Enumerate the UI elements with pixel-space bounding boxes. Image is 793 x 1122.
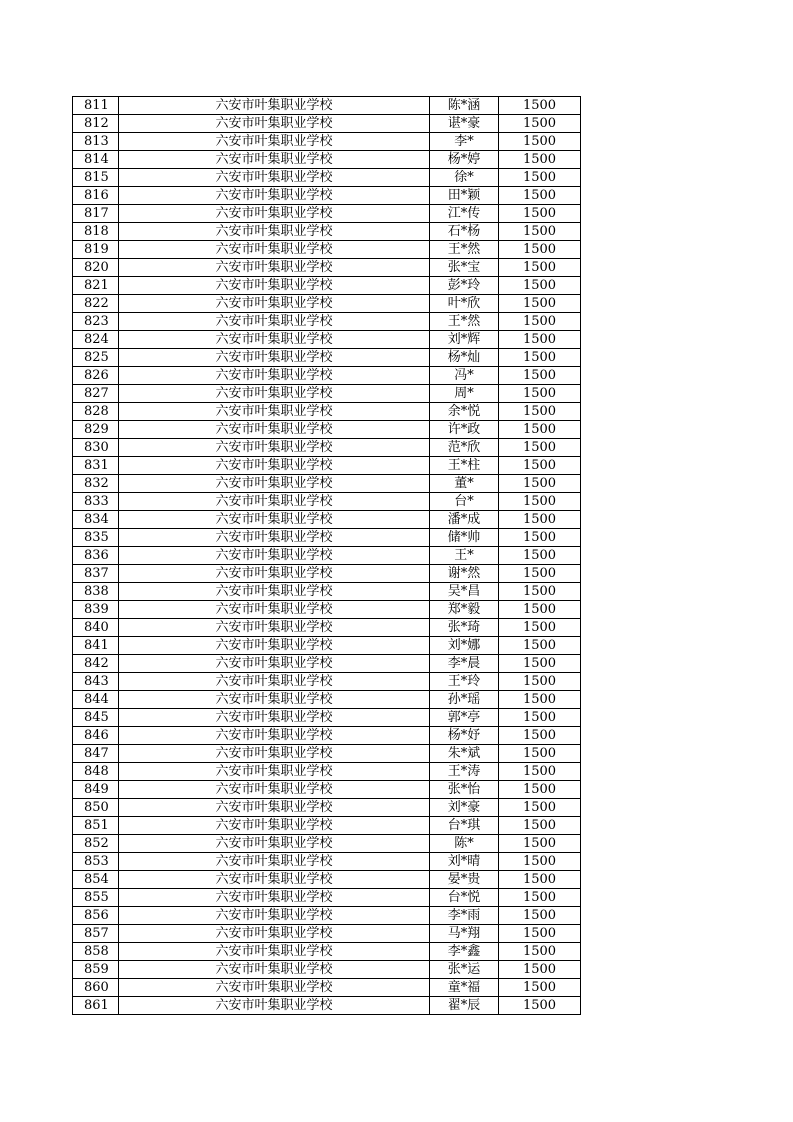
table-row xyxy=(73,745,581,763)
table-row xyxy=(73,727,581,745)
row-number-cell: 848 xyxy=(73,763,119,781)
school-name-cell: 六安市叶集职业学校 xyxy=(119,961,430,979)
student-name-cell: 李* xyxy=(430,133,499,151)
student-name-cell: 张*琦 xyxy=(430,619,499,637)
school-name-cell: 六安市叶集职业学校 xyxy=(119,277,430,295)
school-name-cell: 六安市叶集职业学校 xyxy=(119,403,430,421)
school-name-cell: 六安市叶集职业学校 xyxy=(119,583,430,601)
student-name-cell: 杨*妤 xyxy=(430,727,499,745)
table-row xyxy=(73,673,581,691)
row-number-cell: 857 xyxy=(73,925,119,943)
student-name-cell: 王* xyxy=(430,547,499,565)
row-number-cell: 814 xyxy=(73,151,119,169)
table-row xyxy=(73,763,581,781)
row-number-cell: 826 xyxy=(73,367,119,385)
row-number-cell: 856 xyxy=(73,907,119,925)
row-number-cell: 838 xyxy=(73,583,119,601)
amount-cell: 1500 xyxy=(499,169,581,187)
row-number-cell: 843 xyxy=(73,673,119,691)
table-row xyxy=(73,583,581,601)
amount-cell: 1500 xyxy=(499,871,581,889)
row-number-cell: 835 xyxy=(73,529,119,547)
row-number-cell: 818 xyxy=(73,223,119,241)
table-row xyxy=(73,457,581,475)
school-name-cell: 六安市叶集职业学校 xyxy=(119,385,430,403)
school-name-cell: 六安市叶集职业学校 xyxy=(119,601,430,619)
amount-cell: 1500 xyxy=(499,961,581,979)
school-name-cell: 六安市叶集职业学校 xyxy=(119,511,430,529)
amount-cell: 1500 xyxy=(499,259,581,277)
row-number-cell: 840 xyxy=(73,619,119,637)
school-name-cell: 六安市叶集职业学校 xyxy=(119,889,430,907)
table-row xyxy=(73,115,581,133)
amount-cell: 1500 xyxy=(499,475,581,493)
table-row xyxy=(73,817,581,835)
amount-cell: 1500 xyxy=(499,241,581,259)
school-name-cell: 六安市叶集职业学校 xyxy=(119,637,430,655)
school-name-cell: 六安市叶集职业学校 xyxy=(119,781,430,799)
school-name-cell: 六安市叶集职业学校 xyxy=(119,943,430,961)
student-name-cell: 王*然 xyxy=(430,313,499,331)
student-name-cell: 杨*灿 xyxy=(430,349,499,367)
amount-cell: 1500 xyxy=(499,403,581,421)
amount-cell: 1500 xyxy=(499,655,581,673)
student-name-cell: 李*晨 xyxy=(430,655,499,673)
school-name-cell: 六安市叶集职业学校 xyxy=(119,115,430,133)
school-name-cell: 六安市叶集职业学校 xyxy=(119,835,430,853)
amount-cell: 1500 xyxy=(499,187,581,205)
school-name-cell: 六安市叶集职业学校 xyxy=(119,565,430,583)
amount-cell: 1500 xyxy=(499,943,581,961)
table-row xyxy=(73,781,581,799)
student-name-cell: 孙*瑶 xyxy=(430,691,499,709)
student-name-cell: 叶*欣 xyxy=(430,295,499,313)
table-row xyxy=(73,133,581,151)
table-row xyxy=(73,691,581,709)
amount-cell: 1500 xyxy=(499,493,581,511)
student-name-cell: 刘*辉 xyxy=(430,331,499,349)
row-number-cell: 858 xyxy=(73,943,119,961)
student-name-cell: 余*悦 xyxy=(430,403,499,421)
table-row xyxy=(73,151,581,169)
table-row xyxy=(73,403,581,421)
student-name-cell: 张*运 xyxy=(430,961,499,979)
row-number-cell: 837 xyxy=(73,565,119,583)
amount-cell: 1500 xyxy=(499,709,581,727)
student-name-cell: 储*帅 xyxy=(430,529,499,547)
student-name-cell: 江*传 xyxy=(430,205,499,223)
row-number-cell: 852 xyxy=(73,835,119,853)
amount-cell: 1500 xyxy=(499,907,581,925)
table-row xyxy=(73,187,581,205)
school-name-cell: 六安市叶集职业学校 xyxy=(119,817,430,835)
table-row xyxy=(73,997,581,1015)
row-number-cell: 859 xyxy=(73,961,119,979)
school-name-cell: 六安市叶集职业学校 xyxy=(119,853,430,871)
student-name-cell: 周* xyxy=(430,385,499,403)
school-name-cell: 六安市叶集职业学校 xyxy=(119,169,430,187)
table-row xyxy=(73,871,581,889)
table-row xyxy=(73,385,581,403)
amount-cell: 1500 xyxy=(499,979,581,997)
amount-cell: 1500 xyxy=(499,331,581,349)
amount-cell: 1500 xyxy=(499,457,581,475)
student-name-cell: 冯* xyxy=(430,367,499,385)
amount-cell: 1500 xyxy=(499,313,581,331)
school-name-cell: 六安市叶集职业学校 xyxy=(119,259,430,277)
school-name-cell: 六安市叶集职业学校 xyxy=(119,223,430,241)
table-row xyxy=(73,835,581,853)
amount-cell: 1500 xyxy=(499,745,581,763)
student-name-cell: 台* xyxy=(430,493,499,511)
amount-cell: 1500 xyxy=(499,691,581,709)
row-number-cell: 815 xyxy=(73,169,119,187)
row-number-cell: 822 xyxy=(73,295,119,313)
student-name-cell: 刘*娜 xyxy=(430,637,499,655)
student-name-cell: 董* xyxy=(430,475,499,493)
student-name-cell: 潘*成 xyxy=(430,511,499,529)
row-number-cell: 824 xyxy=(73,331,119,349)
student-name-cell: 彭*玲 xyxy=(430,277,499,295)
table-row xyxy=(73,439,581,457)
amount-cell: 1500 xyxy=(499,511,581,529)
amount-cell: 1500 xyxy=(499,817,581,835)
row-number-cell: 850 xyxy=(73,799,119,817)
school-name-cell: 六安市叶集职业学校 xyxy=(119,367,430,385)
school-name-cell: 六安市叶集职业学校 xyxy=(119,151,430,169)
table-row xyxy=(73,655,581,673)
student-name-cell: 吴*昌 xyxy=(430,583,499,601)
amount-cell: 1500 xyxy=(499,421,581,439)
amount-cell: 1500 xyxy=(499,727,581,745)
table-row xyxy=(73,619,581,637)
row-number-cell: 833 xyxy=(73,493,119,511)
row-number-cell: 853 xyxy=(73,853,119,871)
student-name-cell: 王*涛 xyxy=(430,763,499,781)
table-row xyxy=(73,529,581,547)
row-number-cell: 839 xyxy=(73,601,119,619)
amount-cell: 1500 xyxy=(499,223,581,241)
student-name-cell: 刘*豪 xyxy=(430,799,499,817)
row-number-cell: 842 xyxy=(73,655,119,673)
school-name-cell: 六安市叶集职业学校 xyxy=(119,241,430,259)
table-row xyxy=(73,97,581,115)
student-name-cell: 马*翔 xyxy=(430,925,499,943)
amount-cell: 1500 xyxy=(499,853,581,871)
row-number-cell: 823 xyxy=(73,313,119,331)
student-name-cell: 台*琪 xyxy=(430,817,499,835)
table-row xyxy=(73,169,581,187)
amount-cell: 1500 xyxy=(499,637,581,655)
row-number-cell: 812 xyxy=(73,115,119,133)
amount-cell: 1500 xyxy=(499,835,581,853)
table-row xyxy=(73,637,581,655)
school-name-cell: 六安市叶集职业学校 xyxy=(119,421,430,439)
amount-cell: 1500 xyxy=(499,925,581,943)
row-number-cell: 831 xyxy=(73,457,119,475)
student-name-cell: 李*鑫 xyxy=(430,943,499,961)
student-name-cell: 田*颖 xyxy=(430,187,499,205)
student-name-cell: 许*政 xyxy=(430,421,499,439)
amount-cell: 1500 xyxy=(499,367,581,385)
school-name-cell: 六安市叶集职业学校 xyxy=(119,997,430,1015)
row-number-cell: 845 xyxy=(73,709,119,727)
school-name-cell: 六安市叶集职业学校 xyxy=(119,709,430,727)
table-row xyxy=(73,313,581,331)
amount-cell: 1500 xyxy=(499,547,581,565)
school-name-cell: 六安市叶集职业学校 xyxy=(119,529,430,547)
amount-cell: 1500 xyxy=(499,151,581,169)
student-name-cell: 王*然 xyxy=(430,241,499,259)
school-name-cell: 六安市叶集职业学校 xyxy=(119,295,430,313)
table-row xyxy=(73,277,581,295)
row-number-cell: 830 xyxy=(73,439,119,457)
amount-cell: 1500 xyxy=(499,205,581,223)
table-row xyxy=(73,205,581,223)
school-name-cell: 六安市叶集职业学校 xyxy=(119,619,430,637)
row-number-cell: 834 xyxy=(73,511,119,529)
amount-cell: 1500 xyxy=(499,619,581,637)
table-row xyxy=(73,259,581,277)
amount-cell: 1500 xyxy=(499,133,581,151)
school-name-cell: 六安市叶集职业学校 xyxy=(119,691,430,709)
row-number-cell: 832 xyxy=(73,475,119,493)
table-row xyxy=(73,331,581,349)
student-name-cell: 徐* xyxy=(430,169,499,187)
table-row xyxy=(73,295,581,313)
row-number-cell: 813 xyxy=(73,133,119,151)
table-row xyxy=(73,565,581,583)
amount-cell: 1500 xyxy=(499,583,581,601)
student-name-cell: 张*怡 xyxy=(430,781,499,799)
school-name-cell: 六安市叶集职业学校 xyxy=(119,493,430,511)
school-name-cell: 六安市叶集职业学校 xyxy=(119,673,430,691)
school-name-cell: 六安市叶集职业学校 xyxy=(119,133,430,151)
row-number-cell: 846 xyxy=(73,727,119,745)
amount-cell: 1500 xyxy=(499,781,581,799)
table-row xyxy=(73,421,581,439)
amount-cell: 1500 xyxy=(499,277,581,295)
table-row xyxy=(73,925,581,943)
amount-cell: 1500 xyxy=(499,673,581,691)
school-name-cell: 六安市叶集职业学校 xyxy=(119,763,430,781)
table-row xyxy=(73,961,581,979)
student-name-cell: 晏*贵 xyxy=(430,871,499,889)
table-row xyxy=(73,241,581,259)
school-name-cell: 六安市叶集职业学校 xyxy=(119,331,430,349)
school-name-cell: 六安市叶集职业学校 xyxy=(119,727,430,745)
row-number-cell: 836 xyxy=(73,547,119,565)
school-name-cell: 六安市叶集职业学校 xyxy=(119,457,430,475)
row-number-cell: 855 xyxy=(73,889,119,907)
school-name-cell: 六安市叶集职业学校 xyxy=(119,907,430,925)
amount-cell: 1500 xyxy=(499,385,581,403)
amount-cell: 1500 xyxy=(499,799,581,817)
school-name-cell: 六安市叶集职业学校 xyxy=(119,799,430,817)
amount-cell: 1500 xyxy=(499,295,581,313)
row-number-cell: 811 xyxy=(73,97,119,115)
student-name-cell: 杨*婷 xyxy=(430,151,499,169)
table-row xyxy=(73,511,581,529)
row-number-cell: 861 xyxy=(73,997,119,1015)
student-name-cell: 李*雨 xyxy=(430,907,499,925)
row-number-cell: 827 xyxy=(73,385,119,403)
table-row xyxy=(73,709,581,727)
student-name-cell: 石*杨 xyxy=(430,223,499,241)
row-number-cell: 841 xyxy=(73,637,119,655)
table-row xyxy=(73,943,581,961)
table-row xyxy=(73,979,581,997)
student-name-cell: 谢*然 xyxy=(430,565,499,583)
school-name-cell: 六安市叶集职业学校 xyxy=(119,349,430,367)
table-row xyxy=(73,601,581,619)
table-row xyxy=(73,493,581,511)
table-row xyxy=(73,349,581,367)
student-name-cell: 王*柱 xyxy=(430,457,499,475)
table-row xyxy=(73,889,581,907)
student-name-cell: 台*悦 xyxy=(430,889,499,907)
student-name-cell: 郭*亭 xyxy=(430,709,499,727)
row-number-cell: 854 xyxy=(73,871,119,889)
school-name-cell: 六安市叶集职业学校 xyxy=(119,439,430,457)
student-subsidy-table xyxy=(72,96,581,1015)
amount-cell: 1500 xyxy=(499,115,581,133)
amount-cell: 1500 xyxy=(499,997,581,1015)
student-name-cell: 朱*斌 xyxy=(430,745,499,763)
amount-cell: 1500 xyxy=(499,889,581,907)
school-name-cell: 六安市叶集职业学校 xyxy=(119,925,430,943)
row-number-cell: 860 xyxy=(73,979,119,997)
row-number-cell: 819 xyxy=(73,241,119,259)
row-number-cell: 847 xyxy=(73,745,119,763)
school-name-cell: 六安市叶集职业学校 xyxy=(119,979,430,997)
school-name-cell: 六安市叶集职业学校 xyxy=(119,745,430,763)
row-number-cell: 816 xyxy=(73,187,119,205)
table-row xyxy=(73,475,581,493)
table-row xyxy=(73,367,581,385)
school-name-cell: 六安市叶集职业学校 xyxy=(119,313,430,331)
row-number-cell: 828 xyxy=(73,403,119,421)
school-name-cell: 六安市叶集职业学校 xyxy=(119,187,430,205)
amount-cell: 1500 xyxy=(499,565,581,583)
student-name-cell: 刘*晴 xyxy=(430,853,499,871)
school-name-cell: 六安市叶集职业学校 xyxy=(119,205,430,223)
student-name-cell: 童*福 xyxy=(430,979,499,997)
row-number-cell: 849 xyxy=(73,781,119,799)
row-number-cell: 820 xyxy=(73,259,119,277)
student-name-cell: 张*宝 xyxy=(430,259,499,277)
student-name-cell: 陈* xyxy=(430,835,499,853)
table-row xyxy=(73,907,581,925)
row-number-cell: 851 xyxy=(73,817,119,835)
row-number-cell: 844 xyxy=(73,691,119,709)
amount-cell: 1500 xyxy=(499,601,581,619)
row-number-cell: 825 xyxy=(73,349,119,367)
amount-cell: 1500 xyxy=(499,763,581,781)
table-row xyxy=(73,799,581,817)
amount-cell: 1500 xyxy=(499,349,581,367)
school-name-cell: 六安市叶集职业学校 xyxy=(119,97,430,115)
table-row xyxy=(73,223,581,241)
table-body xyxy=(73,97,581,1015)
student-name-cell: 王*玲 xyxy=(430,673,499,691)
table-row xyxy=(73,853,581,871)
student-name-cell: 谌*豪 xyxy=(430,115,499,133)
amount-cell: 1500 xyxy=(499,97,581,115)
student-name-cell: 陈*涵 xyxy=(430,97,499,115)
school-name-cell: 六安市叶集职业学校 xyxy=(119,475,430,493)
amount-cell: 1500 xyxy=(499,439,581,457)
row-number-cell: 829 xyxy=(73,421,119,439)
row-number-cell: 821 xyxy=(73,277,119,295)
school-name-cell: 六安市叶集职业学校 xyxy=(119,655,430,673)
student-name-cell: 翟*辰 xyxy=(430,997,499,1015)
row-number-cell: 817 xyxy=(73,205,119,223)
table-row xyxy=(73,547,581,565)
student-name-cell: 郑*毅 xyxy=(430,601,499,619)
student-name-cell: 范*欣 xyxy=(430,439,499,457)
school-name-cell: 六安市叶集职业学校 xyxy=(119,547,430,565)
school-name-cell: 六安市叶集职业学校 xyxy=(119,871,430,889)
amount-cell: 1500 xyxy=(499,529,581,547)
